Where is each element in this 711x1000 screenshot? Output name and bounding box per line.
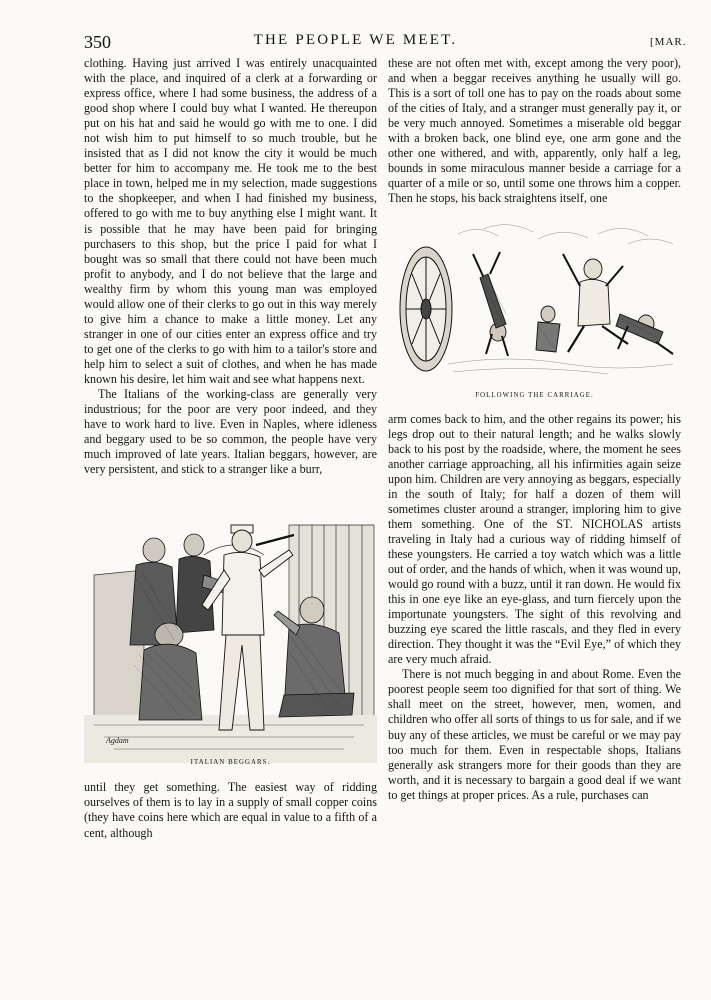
engraving-following-the-carriage [388,214,681,386]
paragraph: arm comes back to him, and the other regains its power; his legs drop out to their natural length; and he walks slowly back to his post by the roadside, where, the moment he sees another carriage approaching, all his infirmities again seize upon him. Children are very annoying as beggars, especially in the south of Italy; for half a dozen of them will sometimes cluster around a stranger, imploring him to give them something. One of the ST. NICHOLAS artists traveling in Italy had a curious way of ridding himself of these youngsters. He carried a toy watch which was a little out of order, and the hands of which, when it was wound up, would go round with a buzz, until it ran down. He would fix this in one eye like an eye-glass, and turn fiercely upon the importunate youngsters. The sight of this revolving and buzzing eye scared the little rascals, and they fled in every direction. They thought it was the “Evil Eye,” of which they are very much afraid. [388,411,681,667]
paragraph: these are not often met with, except among the very poor), and when a beggar receives anything he usually will go. This is a sort of toll one has to pay on the roads about some of the cities of Italy, and a stranger must generally pay it, or be very much annoyed. Sometimes a miserable old beggar with a broken back, one blind eye, one arm gone and the other one withered, and with, apparently, only half a leg, bounds in some miraculous manner beside a carriage for a quarter of a mile or so, until some one throws him a copper. Then he stops, his back straightens itself, one [388,56,681,206]
right-column [388,56,681,803]
paragraph: The Italians of the working-class are generally very industrious; for the poor are very poor indeed, and they have to work hard to live. Even in Naples, where idleness and beggary used to be so common, the people have very much improved of late years. Italian beggars, however, are very persistent, and stick to a stranger like a burr, [84,387,377,477]
paragraph: There is not much begging in and about Rome. Even the poorest people seem too dignified for that sort of thing. We shall meet on the street, however, men, women, and children who offer all sorts of things to us for sale, and if we buy any of these articles, we must be careful or we may pay too much for them. Even in respectable shops, Italians generally ask strangers more for their goods than they are worth, and it is necessary to bargain a good deal if we want to get things at proper prices. As a rule, purchases can [388,667,681,802]
artist-signature: Agdam [106,736,129,746]
illustration-italian-beggars [84,515,377,770]
month-label: [MAR. [650,36,687,48]
paragraph: until they get something. The easiest way of ridding ourselves of them is to lay in a supply of small copper coins (they have coins here which are equal in value to a fifth of a cent, although [84,780,377,840]
engraving-italian-beggars [84,515,377,763]
figure-caption: ITALIAN BEGGARS. [190,759,271,767]
running-title: THE PEOPLE WE MEET. [253,32,458,48]
illustration-following-the-carriage [388,214,681,403]
page-number: 350 [84,32,111,52]
left-column [84,56,377,841]
paragraph: clothing. Having just arrived I was entirely unacquainted with the place, and inquired of a clerk at a forwarding or express office, where I had some business, the address of a good shop where I could buy what I wanted. He thereupon put on his hat and said he would go with me to one. I did not wish him to put himself to so much trouble, but he insisted that as I did not know the city it would be much better for him to accompany me. He took me to the best place in town, helped me in my selection, made suggestions to the shopkeeper, and when I had finished my business, offered to go with me to buy anything else I might want. It is possible that he may have been paid for bringing purchasers to this shop, but the price I paid for what I bought was so small that there could not have been much profit to anybody, and I do not believe that the large and wealthy firm by whom this young man was employed would allow one of their clerks to go out in this way merely to give him a chance to make a little money. Let any stranger in one of our cities enter an express office and try to get one of the clerks to go with him to a tailor's store and help him to select a suit of clothes, and when he has made known his desire, let him wait and see what happens next. [84,56,377,386]
figure-caption: FOLLOWING THE CARRIAGE. [475,392,594,400]
